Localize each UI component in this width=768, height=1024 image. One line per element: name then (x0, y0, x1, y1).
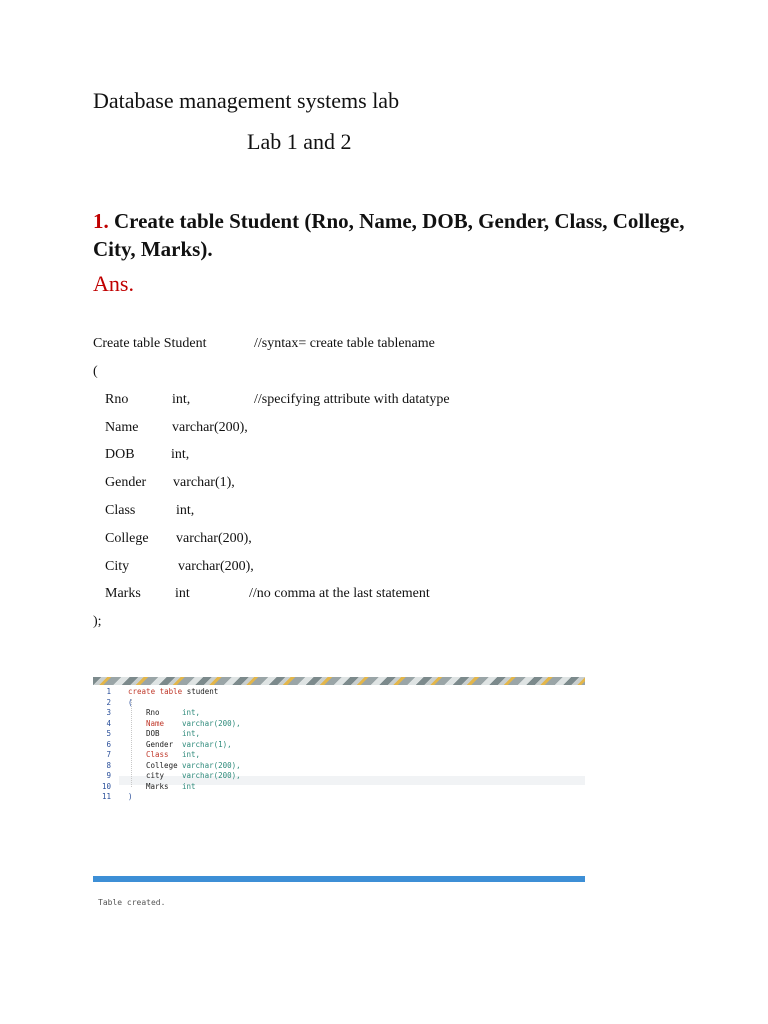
code-attr-name: Class (105, 503, 136, 518)
editor-col-type: varchar(1), (182, 739, 232, 749)
editor-col-type: varchar(200), (182, 718, 241, 728)
code-attr-name: Marks (105, 586, 141, 601)
code-attr-comment: //specifying attribute with datatype (254, 392, 450, 407)
sql-table-name: student (182, 687, 219, 696)
code-close: ); (93, 614, 102, 629)
code-attr-type: varchar(200), (172, 420, 248, 435)
indent-guide (131, 699, 133, 787)
code-attr-type: int, (172, 392, 191, 407)
line-number: 6 (106, 739, 111, 749)
editor-col-type: int, (182, 750, 201, 759)
editor-col-name: College (146, 760, 178, 770)
line-number: 11 (101, 792, 111, 801)
sql-keyword: create table (128, 687, 183, 696)
editor-col-type: int, (182, 708, 201, 717)
line-number: 10 (101, 781, 111, 791)
question-number: 1. (93, 209, 109, 233)
editor-banner (93, 677, 585, 685)
code-attr-name: DOB (105, 447, 135, 462)
code-attr-name: Gender (105, 475, 147, 490)
editor-col-name: Name (146, 718, 165, 728)
code-attr-type: varchar(200), (178, 559, 254, 574)
line-number: 1 (106, 687, 111, 696)
code-attr-type: int, (176, 503, 195, 518)
editor-col-name: Class (146, 750, 169, 759)
code-attr-type: int, (171, 447, 190, 462)
code-attr-name: Name (105, 420, 139, 435)
editor-col-name: DOB (146, 729, 160, 738)
editor-close-paren: ) (128, 792, 133, 801)
code-attr-comment: //no comma at the last statement (249, 586, 430, 601)
editor-col-name: Gender (146, 739, 174, 749)
query-result: Table created. (98, 898, 166, 907)
editor-col-type: varchar(200), (182, 771, 241, 780)
line-number: 4 (106, 718, 111, 728)
question-text: Create table Student (Rno, Name, DOB, Gender, Class, College, City, Marks). (93, 209, 685, 261)
line-number: 3 (106, 708, 111, 717)
editor-col-type: varchar(200), (182, 760, 241, 770)
editor-open-paren: ( (128, 697, 133, 707)
editor-col-name: Rno (146, 708, 160, 717)
code-open-paren: ( (93, 364, 98, 379)
code-attr-name: College (105, 531, 149, 546)
code-attr-type: varchar(1), (173, 475, 235, 490)
line-number: 2 (106, 697, 111, 707)
answer-label: Ans. (93, 271, 134, 296)
line-number: 5 (106, 729, 111, 738)
code-attr-type: int (175, 586, 190, 601)
document-title: Database management systems lab (93, 88, 400, 113)
code-attr-type: varchar(200), (176, 531, 252, 546)
code-attr-name: Rno (105, 392, 129, 407)
editor-col-name: city (146, 771, 165, 780)
editor-divider-bar[interactable] (93, 876, 585, 882)
lab-title: Lab 1 and 2 (247, 129, 352, 154)
line-number: 9 (106, 771, 111, 780)
line-number: 8 (106, 760, 111, 770)
editor-col-type: int, (182, 729, 201, 738)
code-attr-name: City (105, 559, 130, 574)
code-create-comment: //syntax= create table tablename (254, 336, 435, 351)
editor-col-name: Marks (146, 781, 169, 791)
line-number: 7 (106, 750, 111, 759)
question (93, 207, 713, 263)
code-create-statement: Create table Student (93, 336, 207, 351)
editor-col-type: int (182, 781, 196, 791)
sql-editor-screenshot (93, 677, 585, 882)
editor-line (128, 687, 218, 696)
